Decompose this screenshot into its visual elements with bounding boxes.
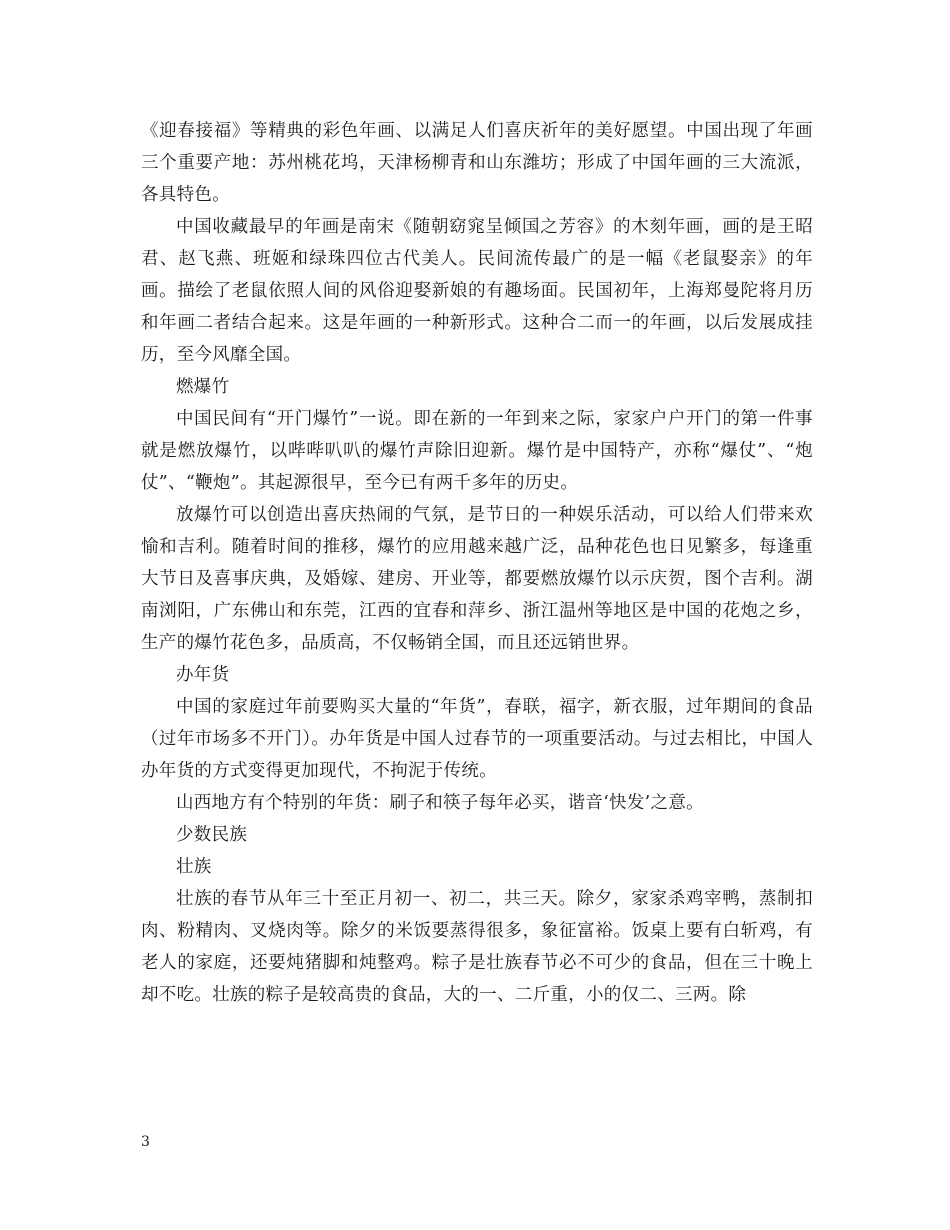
section-heading-new-year-goods: 办年货: [176, 665, 230, 685]
section-heading-firecrackers: 燃爆竹: [176, 377, 230, 397]
document-body: [141, 115, 813, 1011]
paragraph-1: 《迎春接福》等精典的彩色年画、以满足人们喜庆祈年的美好愿望。中国出现了年画三个重要产地：苏州桃花坞，天津杨柳青和山东潍坊；形成了中国年画的三大流派，各具特色。: [141, 121, 813, 205]
section-heading-zhuang: 壮族: [176, 857, 212, 877]
paragraph-4: 放爆竹可以创造出喜庆热闹的气氛，是节日的一种娱乐活动，可以给人们带来欢愉和吉利。随着时间的推移，爆竹的应用越来越广泛，品种花色也日见繁多，每逢重大节日及喜事庆典，及婚嫁、建房、开业等，都要燃放爆竹以示庆贺，图个吉利。湖南浏阳，广东佛山和东莞，江西的宜春和萍乡、浙江温州等地区是中国的花炮之乡，生产的爆竹花色多，品质高，不仅畅销全国，而且还远销世界。: [141, 505, 813, 653]
paragraph-3: 中国民间有“开门爆竹”一说。即在新的一年到来之际，家家户户开门的第一件事就是燃放爆竹，以哔哔叭叭的爆竹声除旧迎新。爆竹是中国特产，亦称“爆仗”、“炮仗”、“鞭炮”。其起源很早，至今已有两千多年的历史。: [141, 409, 813, 493]
paragraph-6: 山西地方有个特别的年货：刷子和筷子每年必买，谐音‘快发’之意。: [176, 793, 704, 813]
section-heading-ethnic-minorities: 少数民族: [176, 825, 248, 845]
paragraph-7: 壮族的春节从年三十至正月初一、初二，共三天。除夕，家家杀鸡宰鸭，蒸制扣肉、粉精肉、叉烧肉等。除夕的米饭要蒸得很多，象征富裕。饭桌上要有白斩鸡，有老人的家庭，还要炖猪脚和炖整鸡。粽子是壮族春节必不可少的食品，但在三十晚上却不吃。壮族的粽子是较高贵的食品，大的一、二斤重，小的仅二、三两。除: [141, 889, 813, 1005]
paragraph-2: 中国收藏最早的年画是南宋《随朝窈窕呈倾国之芳容》的木刻年画，画的是王昭君、赵飞燕、班姬和绿珠四位古代美人。民间流传最广的是一幅《老鼠娶亲》的年画。描绘了老鼠依照人间的风俗迎娶新娘的有趣场面。民国初年，上海郑曼陀将月历和年画二者结合起来。这是年画的一种新形式。这种合二而一的年画，以后发展成挂历，至今风靡全国。: [141, 217, 813, 365]
page-number: 3: [141, 1134, 150, 1150]
paragraph-5: 中国的家庭过年前要购买大量的“年货”，春联，福字，新衣服，过年期间的食品（过年市场多不开门）。办年货是中国人过春节的一项重要活动。与过去相比，中国人办年货的方式变得更加现代，不拘泥于传统。: [141, 697, 813, 781]
